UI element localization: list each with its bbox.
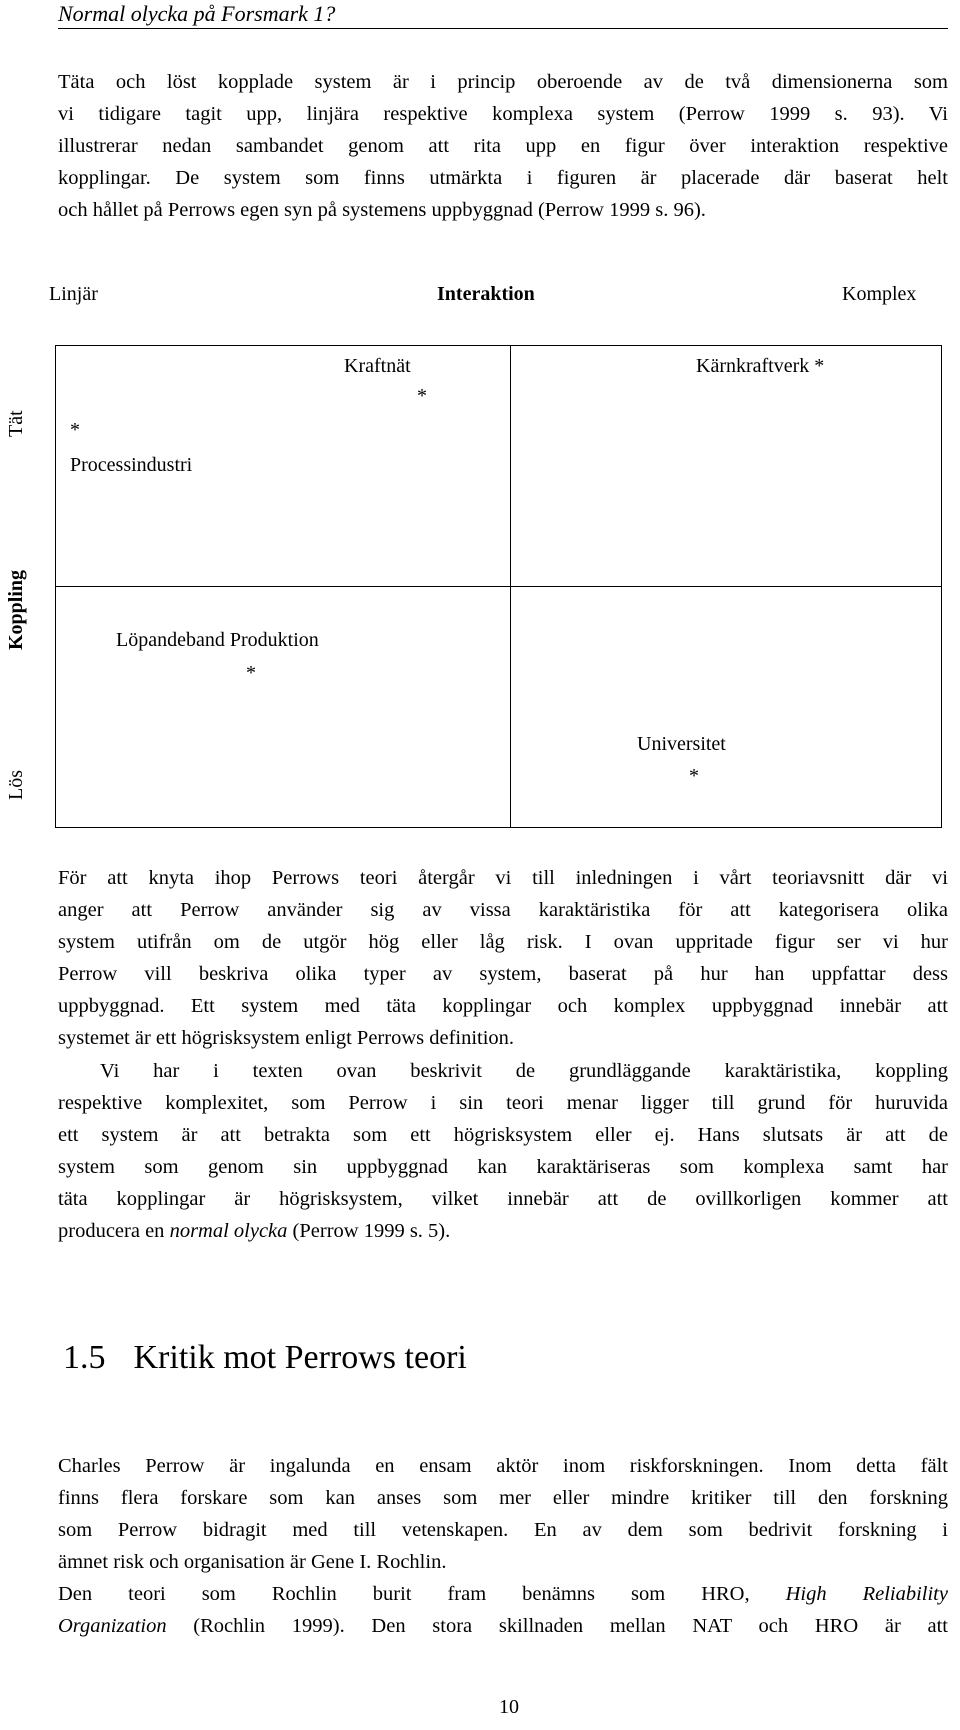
y-axis-title: Koppling (5, 569, 27, 650)
p1-line-5: uppbyggnad. Ett system med täta kopplingar och komplex uppbyggnad innebär att (58, 995, 948, 1017)
p2-last-before: producera en (58, 1220, 170, 1242)
p1-line-3: system utifrån om de utgör hög eller låg risk. I ovan uppritade figur ser vi hur (58, 931, 948, 953)
p2-line-1: Vi har i texten ovan beskrivit de grundläggande karaktäristika, koppling (100, 1060, 948, 1082)
section-title: Kritik mot Perrows teori (133, 1339, 467, 1376)
paragraph-2 (58, 1055, 948, 1247)
p4-line-2 (58, 1610, 948, 1642)
section-heading (63, 1338, 467, 1378)
running-header (58, 2, 948, 29)
header-title: Normal olycka på Forsmark 1? (58, 1, 336, 26)
p3-line-1: Charles Perrow är ingalunda en ensam aktör inom riskforskningen. Inom detta fält (58, 1455, 948, 1477)
p2-last-after: (Perrow 1999 s. 5). (287, 1220, 451, 1242)
intro-line-5: och hållet på Perrows egen syn på systemens uppbyggnad (Perrow 1999 s. 96). (58, 199, 706, 221)
intro-line-3: illustrerar nedan sambandet genom att rita upp en figur över interaktion respektive (58, 135, 948, 157)
p3-line-3: som Perrow bidragit med till vetenskapen. En av dem som bedrivit forskning i (58, 1519, 948, 1541)
page-number: 10 (499, 1696, 519, 1718)
y-axis-bottom-label: Lös (5, 770, 27, 800)
p2-line-4: system som genom sin uppbyggnad kan karaktäriseras som komplexa samt har (58, 1156, 948, 1178)
item-lopandeband-label: Löpandeband Produktion (116, 629, 319, 651)
matrix-horizontal-divider (55, 586, 942, 587)
p2-line-2: respektive komplexitet, som Perrow i sin teori menar ligger till grund för huruvida (58, 1092, 948, 1114)
item-karnkraftverk-label: Kärnkraftverk * (696, 355, 825, 377)
item-kraftnat-label: Kraftnät (344, 355, 411, 377)
intro-line-1: Täta och löst kopplade system är i princip oberoende av de två dimensionerna som (58, 71, 948, 93)
x-axis-right-label: Komplex (842, 283, 917, 305)
x-axis-left-label: Linjär (49, 283, 98, 305)
p4-line2-italic: Organization (58, 1615, 167, 1637)
p1-line-4: Perrow vill beskriva olika typer av system, baserat på hur han uppfattar dess (58, 963, 948, 985)
p1-line-6: systemet är ett högrisksystem enligt Perrows definition. (58, 1027, 515, 1049)
y-axis-top-label: Tät (5, 410, 27, 437)
paragraph-1 (58, 862, 948, 1054)
p3-line-2: finns flera forskare som kan anses som mer eller mindre kritiker till den forskning (58, 1487, 948, 1509)
p2-last-italic: normal olycka (169, 1220, 288, 1242)
item-processindustri-marker: * (70, 419, 80, 441)
p1-line-2: anger att Perrow använder sig av vissa karaktäristika för att kategorisera olika (58, 899, 948, 921)
p4-line1-italic: High Reliability (785, 1583, 948, 1605)
p2-line-6 (58, 1215, 948, 1247)
paragraph-4 (58, 1578, 948, 1642)
paragraph-3 (58, 1450, 948, 1578)
item-universitet-marker: * (689, 765, 699, 787)
section-number: 1.5 (63, 1339, 106, 1376)
p2-line-5: täta kopplingar är högrisksystem, vilket innebär att de ovillkorligen kommer att (58, 1188, 948, 1210)
item-lopandeband-marker: * (246, 662, 256, 684)
item-kraftnat-marker: * (417, 385, 427, 407)
p1-line-1: För att knyta ihop Perrows teori återgår vi till inledningen i vårt teoriavsnitt där vi (58, 867, 948, 889)
p2-line-3: ett system är att betrakta som ett högrisksystem eller ej. Hans slutsats är att de (58, 1124, 948, 1146)
p4-line-1 (58, 1578, 948, 1610)
p3-line-4: ämnet risk och organisation är Gene I. Rochlin. (58, 1551, 447, 1573)
intro-line-4: kopplingar. De system som finns utmärkta i figuren är placerade där baserat helt (58, 167, 948, 189)
intro-line-2: vi tidigare tagit upp, linjära respektive komplexa system (Perrow 1999 s. 93). Vi (58, 103, 948, 125)
p4-line1-before: Den teori som Rochlin burit fram benämns som HRO, (58, 1583, 786, 1605)
x-axis-title: Interaktion (437, 283, 535, 305)
item-processindustri-label: Processindustri (70, 454, 193, 476)
intro-paragraph (58, 66, 948, 226)
p4-line2-after: (Rochlin 1999). Den stora skillnaden mellan NAT och HRO är att (166, 1615, 948, 1637)
item-universitet-label: Universitet (637, 733, 726, 755)
